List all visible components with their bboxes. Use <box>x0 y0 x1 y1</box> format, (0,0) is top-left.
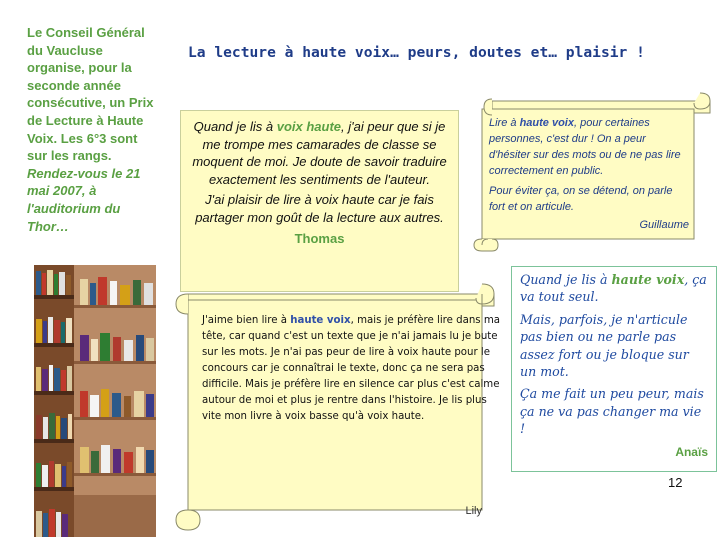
guillaume-text-start: Lire à <box>489 117 520 129</box>
anais-signature: Anaïs <box>675 444 708 459</box>
quote-box-thomas <box>180 110 459 292</box>
guillaume-signature: Guillaume <box>639 219 689 231</box>
quote-scroll-guillaume <box>472 89 716 253</box>
quote-box-anais <box>511 266 717 472</box>
intro-line-2: Rendez-vous le 21 mai 2007, à l'auditorium du Thor… <box>27 165 141 234</box>
lily-paragraph <box>202 313 502 425</box>
page-title: La lecture à haute voix… peurs, doutes et… plaisir ! <box>188 44 645 61</box>
anais-text-start: Quand je lis à <box>520 272 612 287</box>
lily-text-end: , mais je préfère lire dans ma tête, car quand c'est un texte que je n'ai jamais lu je bute sur les mots. Je n'ai pas peur de lire à voix haute pour le concours car je connaîtrai le texte, donc ça ne sera pas difficile. Mais je préfère lire en silence car plus c'est calme autour de moi et plus je rentre dans l'histoire. Je lis plus vite mon livre à voix basse qu'à voix haute. <box>202 315 500 422</box>
thomas-paragraph-1 <box>181 118 458 188</box>
guillaume-paragraph-1 <box>489 115 689 179</box>
quote-scroll-lily <box>158 280 502 536</box>
anais-paragraph-2: Mais, parfois, je n'articule pas bien ou ne parle pas assez fort ou je bloque sur un mot. <box>520 311 689 380</box>
thomas-text-end: , j'ai peur que si je me trompe mes camarades de classe se moquent de moi. Je doute de savoir traduire exactement les sentiments de l'auteur. <box>192 119 447 187</box>
page-number: 12 <box>668 475 683 490</box>
thomas-paragraph-2: J'ai plaisir de lire à voix haute car je fais partager mon goût de la lecture aux autres. <box>195 192 444 225</box>
anais-paragraph-1 <box>512 271 716 306</box>
anais-paragraph-3: Ça me fait un peu peur, mais ça ne va pas changer ma vie ! <box>520 386 704 437</box>
intro-line-1: Le Conseil Général du Vaucluse organise, pour la seconde année consécutive, un Prix de Lecture à Haute Voix. Les 6°3 sont sur les rangs. <box>27 25 154 164</box>
guillaume-text <box>489 115 689 233</box>
lily-keyword: haute voix <box>290 315 351 326</box>
anais-keyword: haute voix <box>611 272 685 287</box>
thomas-text: Quand je lis à <box>193 119 277 134</box>
lily-signature: Lily <box>465 505 482 517</box>
thomas-signature: Thomas <box>294 231 345 246</box>
intro-text <box>27 24 159 235</box>
thomas-keyword: voix haute <box>276 119 342 134</box>
library-photo <box>34 265 156 537</box>
lily-text <box>202 313 502 425</box>
anais-text-end: , ça va tout seul. <box>520 272 707 305</box>
guillaume-keyword: haute voix <box>519 117 574 129</box>
guillaume-text-end: , pour certaines personnes, c'est dur ! On a peur d'hésiter sur des mots ou de ne pas lire correctement en public. <box>489 117 681 177</box>
guillaume-paragraph-2: Pour éviter ça, on se détend, on parle fort et on articule. <box>489 185 673 213</box>
bookshelf-image <box>34 265 156 537</box>
lily-text-start: J'aime bien lire à <box>202 315 291 326</box>
